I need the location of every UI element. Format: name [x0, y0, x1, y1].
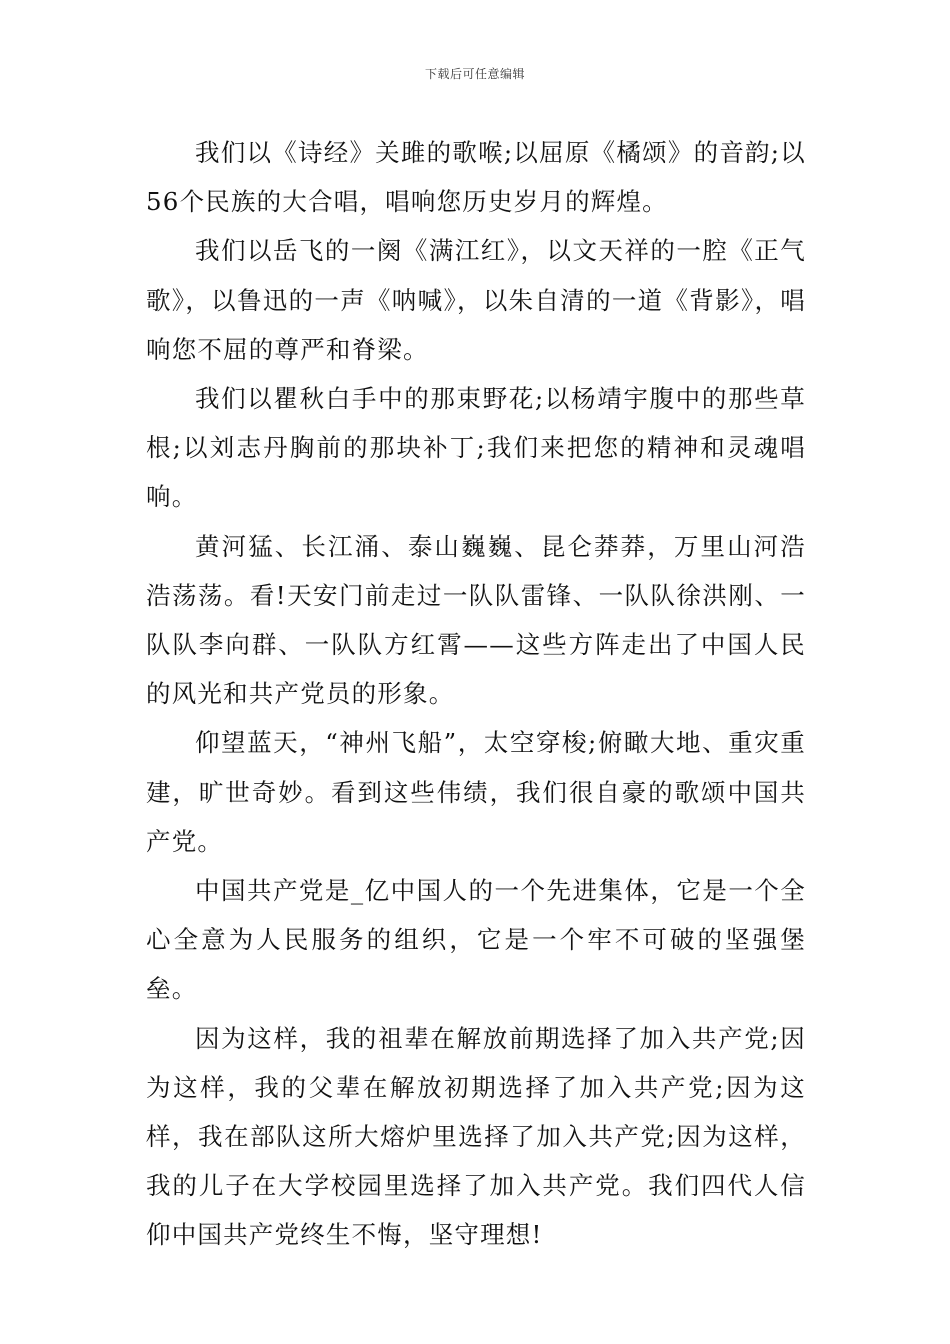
paragraph-3: 我们以瞿秋白手中的那束野花;以杨靖宇腹中的那些草根;以刘志丹胸前的那块补丁;我们来把您的精神和灵魂唱响。 — [146, 384, 806, 512]
paragraph-2: 我们以岳飞的一阕《满江红》，以文天祥的一腔《正气歌》，以鲁迅的一声《呐喊》，以朱自清的一道《背影》，唱响您不屈的尊严和脊梁。 — [146, 236, 806, 364]
paragraph-1: 我们以《诗经》关雎的歌喉;以屈原《橘颂》的音韵;以56个民族的大合唱，唱响您历史岁月的辉煌。 — [146, 138, 806, 217]
paragraph-7: 因为这样，我的祖辈在解放前期选择了加入共产党;因为这样，我的父辈在解放初期选择了加入共产党;因为这样，我在部队这所大熔炉里选择了加入共产党;因为这样，我的儿子在大学校园里选择了加入共产党。我们四代人信仰中国共产党终生不悔，坚守理想! — [146, 1023, 806, 1250]
document-body — [146, 128, 806, 1260]
paragraph-5: 仰望蓝天，“神州飞船”，太空穿梭;俯瞰大地、重灾重建，旷世奇妙。看到这些伟绩，我们很自豪的歌颂中国共产党。 — [146, 728, 806, 856]
page-header: 下载后可任意编辑 — [424, 67, 525, 81]
paragraph-6: 中国共产党是_亿中国人的一个先进集体，它是一个全心全意为人民服务的组织，它是一个牢不可破的坚强堡垒。 — [146, 876, 806, 1004]
paragraph-4: 黄河猛、长江涌、泰山巍巍、昆仑莽莽，万里山河浩浩荡荡。看!天安门前走过一队队雷锋、一队队徐洪刚、一队队李向群、一队队方红霄——这些方阵走出了中国人民的风光和共产党员的形象。 — [146, 531, 806, 709]
